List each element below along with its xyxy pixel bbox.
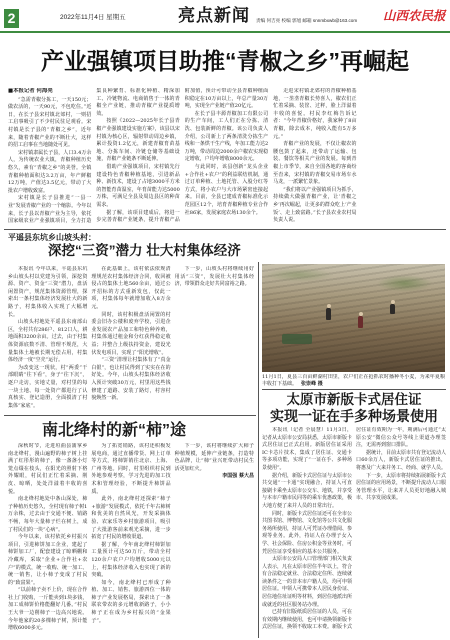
persimmon-article-body [8, 443, 254, 636]
article-paragraph: 同时，新版卡式居住证还可在全市公共图书馆、博物馆、文化馆等公共文化服务场所使用，持证人可凭证办理借阅、参观等业务。此外，持证人在办理子女入学、社会保险、住房公积金等业务时，可凭居住证享受相应的基本公共服务。 [262, 510, 353, 555]
article-paragraph: 为改变这一现状，村“两委”干部眼睛“往下看”，身子“往下沉”，逐户走访，实地丈量，对村里的每一块土地、每一处资产都进行了认真核实、登记造册，全面摸清了村集体“家底”。 [8, 364, 88, 409]
article-paragraph: 与此同时，该县创新“龙头企业+合作社+农户”的利益联结机制，通过订单种植、土地托管、入股分红等方式，将小农户与大市场紧密连接起来。目前，全县已建成青椒标准化示范园区12个，培育青椒种植专业合作社86家，发展家庭农场130余个。 [184, 163, 269, 216]
article-paragraph: 借助产业强镇项目，宋村镇先行建设特色青椒种植基地，引进新品种、新技术，建设了占地3000平方米的智能育苗温室，年育苗能力达5000万株，可满足全县及周边县区的种苗需求。 [96, 163, 180, 208]
village-kicker: 平遥县东坑乡山坡头村： [8, 233, 96, 242]
farmer-figure [326, 308, 331, 320]
article-paragraph: 走进宋村镇北郊村的青椒种植基地，一垄垄青椒长势喜人，椒农们正忙着采摘、装筐、过秤，脸上洋溢着丰收的喜悦。村民李红梅告诉记者：“今年青椒价格好，我家种了8亩青椒，除去成本，纯收入能有5万多元。” [273, 88, 357, 140]
section-title: 亮点新闻 [178, 6, 250, 25]
issue-date: 2022年11月4日 星期五 [60, 14, 126, 21]
residence-headline-line2: 实现一证在手多种场景使用 [270, 408, 438, 424]
section-divider [262, 389, 446, 390]
newspaper-logo: 山西农民报 [383, 8, 446, 23]
page-number: 2 [4, 9, 19, 28]
article-paragraph: 据介绍，新版卡式居住证与太原市公共交通“一卡通”实现融合，持证人可直接刷卡乘坐太原市公交车、地铁，并享受与本市户籍市民同等的乘车优惠政策，极大地方便了来并人员的日常出行。 [262, 472, 353, 509]
village-headline: 深挖“三资”潜力 壮大村集体经济 [48, 243, 241, 258]
residence-article-body [262, 427, 446, 636]
article-paragraph: 本报讯（记者 全晨慧）11月3日，记者从太原市公安局获悉，太原市新版卡式居住证已正式启用。新版居住证采用IC卡芯片技术，集成了居住证、交通卡等多项功能，实现了“一证在手、多种场景使用”。 [262, 427, 353, 471]
article-paragraph: 宋村镇隶属长子县，人口3.4万余人，为传统农业大镇，青椒种植历史悠久，素有“青椒之乡”的美誉。全镇青椒种植面积达3.2万亩，年产鲜椒12万吨，产值达3.5亿元，带动了大批农户增收致富。 [8, 149, 92, 194]
article-paragraph: 为了拓宽销路，该村还积极发展电商，通过直播带货、网上订单等方式，将柿饼销往北京、上海、广州等地。同时，村里组织村民到外地参观考察，学习先进的加工技术和管理经验，不断提升柿饼品质。 [91, 443, 171, 495]
article-paragraph: “三资”清理让村集体有了“真金白银”，也让村民得到了实实在在的好处。今年，山坡头村集体经济收入预计突破30万元，村里用这些钱修建了道路、安装了路灯，村容村貌焕然一新。 [91, 357, 171, 402]
residence-headline-line1: 太原市新版卡式居住证 [286, 392, 422, 407]
caption-text: 11月1日，夏县三百亩鲜湖村田里，农户们正在抢抓农时播种冬小麦，为来年夏粮丰收打下基础。 [262, 374, 445, 387]
tractor-shape [282, 334, 312, 344]
article-paragraph: 据了解，今年南北绛村柿饼加工量预计可达50万斤，带动全村120余户农户户均增收5000元以上，村集体经济收入也实现了新的突破。 [91, 541, 171, 579]
masthead-divider [0, 31, 450, 33]
photo-credit: 张崇峰 摄 [301, 381, 323, 387]
article-paragraph: “以前柿子卖不上价，现在合作社上门收购，一斤能卖到1块多钱，加工成柿饼价格能翻好几番。”村民王大爷一边削柿子一边高兴地说。今年他家的20多棵柿子树，预计能增收6000多元。 [8, 587, 88, 632]
article-paragraph: 据统计，目前太原市共有登记流动人口60余万人，新版卡式居住证的推出，将惠及广大来并务工、经商、就学人员。 [356, 449, 446, 471]
article-paragraph: 太原市公安局人口管理部门相关负责人表示，凡在太原市居住半年以上，符合有合法稳定就业、合法稳定住所、连续就读条件之一的非本市户籍人员，均可申领居住证。申领人可携带本人居民身份证、居住地住址证明等材料，到居住地派出所或就近的社区服务站办理。 [262, 556, 353, 608]
article-paragraph: 在此基础上，该村依法依规清理规范农村集体经济合同，收回被侵占的集体土地560余亩，通过公开招标的方式重新发包，仅此一项，村集体每年就增加收入8万余元。 [91, 266, 171, 310]
section-divider [4, 229, 446, 230]
lead-byline: ■本报记者 何海亮 [8, 88, 53, 94]
lead-article-body [8, 88, 445, 226]
village-article-body [8, 266, 254, 412]
article-paragraph: “我们将以产业强镇项目为抓手，持续做大做强青椒产业，让‘青椒之乡’再次崛起，让更多的群众吃上‘产业饭’、走上致富路。”长子县农业农村局负责人说。 [273, 186, 357, 224]
photo-caption [262, 374, 445, 388]
article-paragraph: 山坡头村地处平遥县东南部山区，全村共有286户、812口人，耕地面积3200余亩。过去，由于村集体资源底数不清、管理不规范，大量集体土地被长期无偿占用，村集体经济一度“空壳”运行。 [8, 319, 88, 364]
article-paragraph: 此外，南北绛村还探索“柿子+旅游”发展模式，依托千年古柿树和优美的自然风光，开发采摘体验、农家乐等乡村旅游项目，吸引了大批游客前来观光采摘，进一步拓宽了村民的增收渠道。 [91, 496, 171, 541]
article-paragraph: 本报讯 今年以来，平遥县东坑乡山坡头村以党建为引领，深挖资源、资产、资金“三资”潜力，盘活闲置资产，规范集体资源管理，探索出一条村集体经济发展壮大的新路子，村集体收入实现了大幅增长。 [8, 266, 88, 318]
farmer-figure [358, 316, 363, 328]
article-paragraph: 南北绛村地处中条山深处，柿子种植历史悠久，全村现有柿子树1万余株，过去由于交通不便、销路不畅，每年大量柿子烂在树上，成了村民们的一块“心病”。 [8, 496, 88, 533]
article-paragraph: 今年以来，该村依托乡村振兴项目，引进柿饼加工企业，建起了柿饼加工厂，配套建设了晾晒棚和冷藏库，采取“企业+合作社+农户”的模式，统一收购、统一加工、统一销售，让小柿子变成了村民的“致富果”。 [8, 534, 88, 586]
article-paragraph: “急需青椒分拣工，一天150元；做农活的，一天90元，不包吃住。”近日，在长子县宋村镇北郊村，一则招工启事吸引了不少村民驻足观看。宋村镇是长子县的“青椒之乡”，近年来，随着青椒产业的不断壮大，这样的招工启事在当地随处可见。 [8, 96, 92, 149]
editor-credits: 责编 何吉亮 校编 郭旭 邮箱 snnmbxwb@163.com [256, 18, 358, 23]
field-photo [262, 264, 445, 372]
article-paragraph: 同时，该村积极盘活闲置的村委会旧办公楼和废弃学校，引进企业发展农产品加工和特色种养殖，村集体通过租金和分红获得稳定收益；并整合上级扶持资金，建设光伏发电项目，实现了“阳光增收”。 [91, 311, 171, 356]
column-divider [258, 262, 259, 638]
article-paragraph: 按照《2022—2025年长子县青椒产业强镇建设实施方案》，该县以宋村镇为核心区，辐射带动周边乡镇，累计投资1.2亿元，新建青椒育苗基地、分拣车间、冷链仓储等基础设施，青椒产业链条不断延伸。 [96, 118, 180, 163]
article-paragraph: 据了解，该项目建成后，将进一步完善青椒产业链条，提升青椒产品附加值，预计可带动全县青椒种植面积稳定在10万亩以上，年总产量30万吨，实现全产业链产值20亿元。 [96, 88, 269, 224]
article-paragraph: 已持有旧版纸质居住证的人员，可在有效期内继续使用，也可申请换领新版卡式居住证，换领不收取工本费。新版卡式居住证有效期为一年，期满后可通过“太原公安”微信公众号等线上渠道办理签注，无需再到窗口排队。 [262, 427, 446, 631]
article-paragraph: 青椒产业的发展，不仅让椒农的腰包鼓了起来，还带动了运输、包装、餐饮等相关产业的发展。每到青椒上市季节，来自全国各地的客商纷至沓来，宋村镇的青椒交易市场车水马龙，一派繁忙景象。 [273, 141, 357, 186]
article-paragraph: 宋村镇是长子县推进“一县一业”发展青椒产业的一个缩影。今年以来，长子县以青椒产业为主导，依托国家级农业产业强镇项目，全力打造集良种繁育、标准化种植、精深加工、冷链物流、电商销售于一体的青椒全产业链，推动青椒产业提质增效。 [8, 88, 180, 225]
persimmon-credit: 李国强 蔡大昌 [222, 473, 254, 480]
article-paragraph: 下一步，该村将继续扩大柿子种植规模，延伸产业链条，打造特色品牌，让“柿”业兴旺带动村民生活更加红火。 [174, 443, 254, 472]
farmer-figure [390, 304, 395, 314]
persimmon-headline: 南北绛村的新“柿”途 [42, 422, 187, 439]
article-paragraph: 下一步，太原市将持续拓展新版卡式居住证的应用场景，不断提升流动人口服务管理水平，让来并人员更好地融入城市、共享发展成果。 [356, 472, 446, 502]
article-paragraph: 下一步，山坡头村将继续用好用活“三资”，发展壮大村集体经济，带领群众走好共同富裕之路。 [174, 266, 254, 288]
article-paragraph: 深秋时节，走进垣曲县蒲掌乡南北绛村，漫山遍野的柿子树上挂满了红彤彤的柿子，像一盏盏小灯笼点缀在枝头，在阳光的照射下格外耀眼，村民们正忙着采摘、削皮、晾晒，处处洋溢着丰收的喜悦。 [8, 443, 88, 495]
section-divider [4, 415, 256, 416]
article-paragraph: 在长子县丰源青椒加工有限公司的生产车间，工人们正在分拣、清洗、包装新鲜的青椒。该公司负责人介绍，公司新上了两条清洗分拣生产线和一条烘干生产线，年加工能力达2万吨，带动周边2000余户椒农实现稳定增收，户均年增收8000余元。 [184, 110, 269, 163]
lead-headline: 产业强镇项目助推“青椒之乡”再崛起 [41, 48, 409, 74]
article-paragraph: 如今，南北绛村已形成了种植、加工、销售、旅游四位一体的柿子产业发展格局，探索出了一条联农带农的多元增收新路子，小小柿子正在成为乡村振兴的“金果子”。 [91, 579, 171, 624]
